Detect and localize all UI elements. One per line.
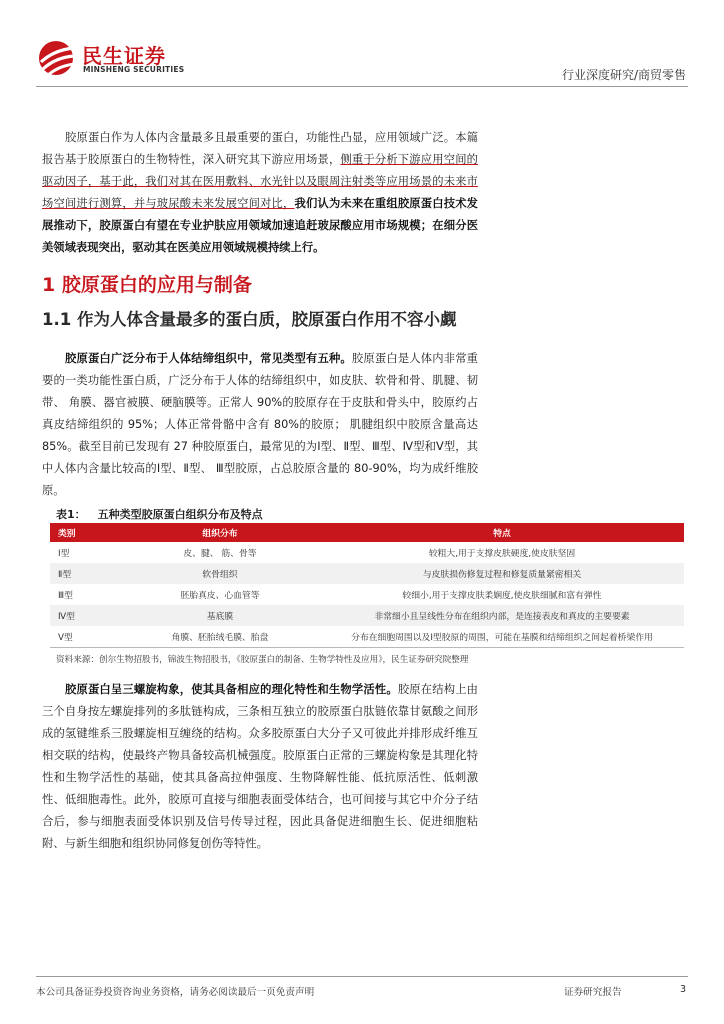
cell-type: Ⅴ型 [50, 626, 120, 647]
table-row [50, 542, 684, 563]
table-row [50, 563, 684, 584]
footer-divider [36, 976, 688, 977]
footer-disclaimer: 本公司具备证券投资咨询业务资格，请务必阅读最后一页免责声明 [36, 987, 315, 998]
cell-distribution: 角膜、胚胎绒毛膜、胎盘 [120, 626, 320, 647]
table-row [50, 605, 684, 626]
header-type: 类别 [50, 523, 120, 542]
header-features: 特点 [320, 523, 684, 542]
triple-helix-paragraph [42, 679, 478, 855]
cell-features: 与皮肤损伤修复过程和修复质量紧密相关 [320, 563, 684, 584]
section-1-1-title: 1.1 作为人体含量最多的蛋白质，胶原蛋白作用不容小觑 [42, 310, 457, 329]
header-divider [36, 86, 688, 87]
cell-type: Ⅰ型 [58, 549, 70, 559]
minsheng-logo-icon [36, 38, 78, 78]
cell-features: 较细小,用于支撑皮肤柔娴度,使皮肤细腻和富有弹性 [402, 591, 602, 601]
intro-paragraph [42, 127, 478, 259]
page-header [0, 0, 724, 90]
cell-distribution: 皮、腱、 筋、骨等 [183, 549, 257, 559]
table-title: 五种类型胶原蛋白组织分布及特点 [97, 508, 263, 521]
cell-distribution: 软骨组织 [120, 563, 320, 584]
cell-distribution: 胚胎真皮、心血管等 [180, 591, 260, 601]
paragraph-body: 胶原在结构上由三个自身按左螺旋排列的多肽链构成，三条相互独立的胶原蛋白肽链依靠甘氨酸之间形成的氢键维系三股螺旋相互缠绕的结构。众多胶原蛋白大分子又可彼此并排形成纤维互相交联的结构，使最终产物具备较高机械强度。胶原蛋白正常的三螺旋构象是其理化特性和生物学活性的基础，使其具备高拉伸强度、生物降解性能、低抗原活性、低刺激性、低细胞毒性。此外，胶原可直接与细胞表面受体结合，也可间接与其它中介分子结合后，参与细胞表面受体识别及信号传导过程，因此具备促进细胞生长、促进细胞粘附、与新生细胞和组织协同修复创伤等特性。 [42, 683, 478, 850]
intro-text-underlined-2: 基于此，我们对其在医用敷料、水光针以及眼周注射类等应用场景的未来市场空间进行测算，并与玻尿酸未来发展空间对比， [42, 175, 478, 210]
cell-type: Ⅲ型 [58, 591, 73, 601]
cell-type: Ⅳ型 [50, 605, 120, 626]
collagen-distribution-paragraph [42, 348, 478, 502]
collagen-types-table [50, 523, 684, 648]
table-row [50, 584, 684, 605]
intro-conclusion: 我们认为未来在重组胶原蛋白技术发展推动下，胶原蛋白有望在专业护肤应用领域加速追赶玻尿酸应用市场规模；在细分医美领域表现突出，驱动其在医美应用领域规模持续上行。 [42, 197, 478, 254]
cell-features: 较粗大,用于支撑皮肤硬度,使皮肤坚固 [428, 549, 576, 559]
paragraph-body: 胶原蛋白是人体内非常重要的一类功能性蛋白质，广泛分布于人体的结缔组织中，如皮肤、软骨和骨、肌腱、韧带、 角膜、器官被膜、硬脑膜等。正常人 90%的胶原存在于皮肤和骨头中，胶原约占真皮结缔组织的 95%；人体正常骨骼中含有 80%的胶原； 肌腱组织中胶原含量高达 85%。截至目前已发现有 27 种胶原蛋白，最常见的为Ⅰ型、Ⅱ型、Ⅲ型、Ⅳ型和Ⅴ型，其中人体内含量比较高的Ⅰ型、Ⅱ型、 Ⅲ型胶原，占总胶原含量的 80-90%，均为成纤维胶原。 [42, 352, 478, 497]
intro-text-1: 胶原蛋白作为人体内含量最多且最重要的蛋白，功能性凸显，应用领域广泛。本篇报告基于胶原蛋白的生物特性，深入研究其下游应用场景， [42, 131, 478, 166]
cell-type: Ⅱ型 [50, 563, 120, 584]
cell-distribution: 基底膜 [120, 605, 320, 626]
paragraph-lead: 胶原蛋白广泛分布于人体结缔组织中，常见类型有五种。 [65, 352, 352, 365]
table-row [50, 626, 684, 647]
header-distribution: 组织分布 [120, 523, 320, 542]
brand-name-en: MINSHENG SECURITIES [83, 65, 185, 74]
table-header-row [50, 523, 684, 542]
page-number: 3 [680, 984, 687, 995]
footer-doc-type: 证券研究报告 [564, 987, 622, 998]
intro-text-underlined-1: 侧重于分析下游应用空间的驱动因子， [42, 153, 478, 188]
minsheng-logo [36, 38, 185, 80]
table-source: 资料来源：创尔生物招股书，锦波生物招股书，《胶原蛋白的制备、生物学特性及应用》，民生证券研究院整理 [56, 655, 469, 665]
cell-features: 分布在细胞周围以及Ⅰ型胶原的周围，可能在基膜和结缔组织之间起着桥梁作用 [320, 626, 684, 647]
section-1-title: 1 胶原蛋白的应用与制备 [42, 274, 252, 296]
report-category: 行业深度研究/商贸零售 [561, 68, 686, 82]
brand-name-cn: 民生证券 [82, 44, 166, 68]
cell-features: 非常细小且呈线性分布在组织内部，是连接表皮和真皮的主要要素 [320, 605, 684, 626]
table-label: 表1： [56, 508, 86, 521]
table-caption [56, 506, 263, 522]
paragraph-lead: 胶原蛋白呈三螺旋构象，使其具备相应的理化特性和生物学活性。 [65, 683, 398, 696]
